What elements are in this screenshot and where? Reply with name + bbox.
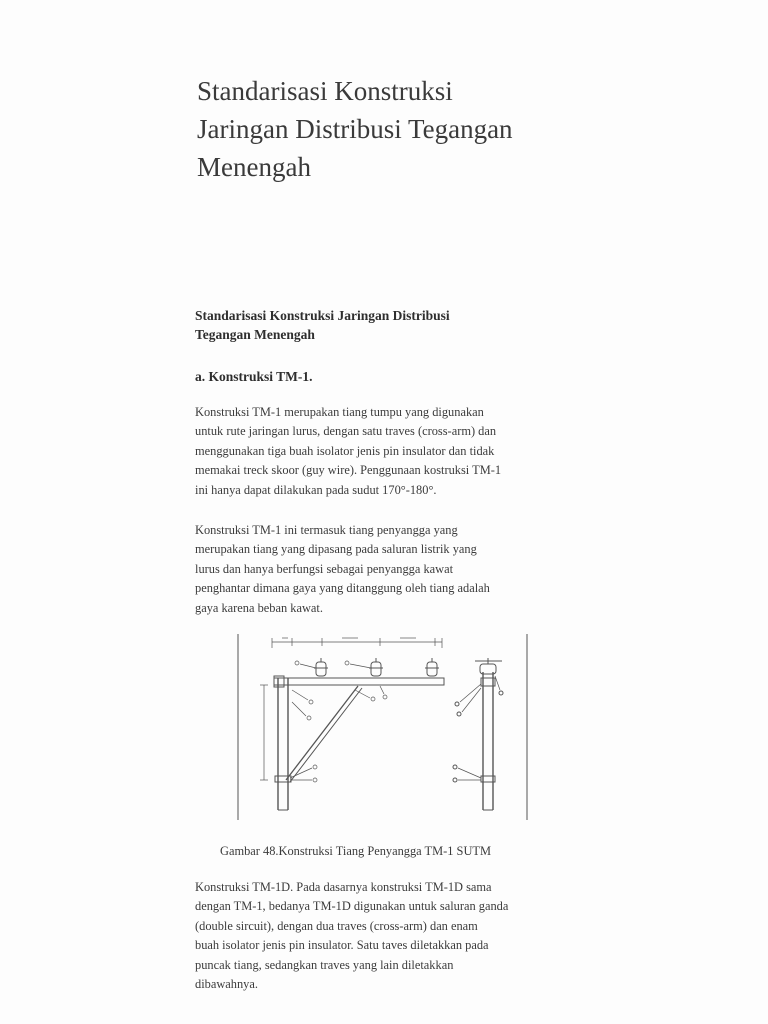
paragraph-tm1-function bbox=[195, 521, 575, 618]
cross-arm bbox=[274, 678, 444, 685]
tm1-pole-diagram bbox=[230, 628, 535, 828]
paragraph-line: Konstruksi TM-1D. Pada dasarnya konstruksi TM-1D sama bbox=[195, 880, 492, 894]
sub-heading: a. Konstruksi TM-1. bbox=[195, 369, 313, 384]
section-heading bbox=[195, 306, 555, 344]
insulator-1 bbox=[314, 658, 328, 676]
paragraph-line: (double sircuit), dengan dua traves (cross-arm) dan enam bbox=[195, 918, 478, 933]
paragraph-line: merupakan tiang yang dipasang pada saluran listrik yang bbox=[195, 542, 477, 557]
paragraph-line: dengan TM-1, bedanya TM-1D digunakan untuk saluran ganda bbox=[195, 899, 509, 914]
paragraph-line: untuk rute jaringan lurus, dengan satu traves (cross-arm) dan bbox=[195, 424, 497, 439]
paragraph-line: puncak tiang, sedangkan traves yang lain diletakkan bbox=[195, 957, 454, 972]
insulator-2 bbox=[369, 658, 383, 676]
paragraph-line: Konstruksi TM-1 merupakan tiang tumpu yang digunakan bbox=[195, 405, 484, 419]
title-line: Menengah bbox=[197, 152, 311, 182]
paragraph-line: menggunakan tiga buah isolator jenis pin insulator dan tidak bbox=[195, 443, 495, 458]
brace bbox=[286, 686, 358, 780]
paragraph-tm1-description bbox=[195, 403, 575, 500]
paragraph-line: penghantar dimana gaya yang ditanggung oleh tiang adalah bbox=[195, 581, 490, 596]
paragraph-line: lurus dan hanya berfungsi sebagai penyangga kawat bbox=[195, 561, 454, 576]
paragraph-line: memakai treck skoor (guy wire). Penggunaan kostruksi TM-1 bbox=[195, 463, 502, 478]
side-view bbox=[453, 658, 503, 810]
insulator-3 bbox=[425, 658, 439, 676]
paragraph-line: gaya karena beban kawat. bbox=[195, 600, 323, 615]
tm1-pole-drawing bbox=[230, 628, 535, 828]
paragraph-line: ini hanya dapat dilakukan pada sudut 170°-180°. bbox=[195, 482, 437, 497]
page-title bbox=[197, 72, 617, 186]
figure-caption: Gambar 48.Konstruksi Tiang Penyangga TM-1 SUTM bbox=[220, 844, 491, 858]
dimension-line bbox=[272, 638, 442, 648]
section-heading-line: Tegangan Menengah bbox=[195, 327, 315, 342]
paragraph-line: buah isolator jenis pin insulator. Satu taves diletakkan pada bbox=[195, 938, 489, 953]
paragraph-tm1d-description bbox=[195, 878, 575, 994]
section-heading-line: Standarisasi Konstruksi Jaringan Distribusi bbox=[195, 308, 450, 323]
title-line: Standarisasi Konstruksi bbox=[197, 76, 453, 106]
paragraph-line: dibawahnya. bbox=[195, 977, 258, 992]
title-line: Jaringan Distribusi Tegangan bbox=[197, 114, 513, 144]
paragraph-line: Konstruksi TM-1 ini termasuk tiang penyangga yang bbox=[195, 523, 458, 537]
callout-leaders bbox=[290, 661, 387, 782]
